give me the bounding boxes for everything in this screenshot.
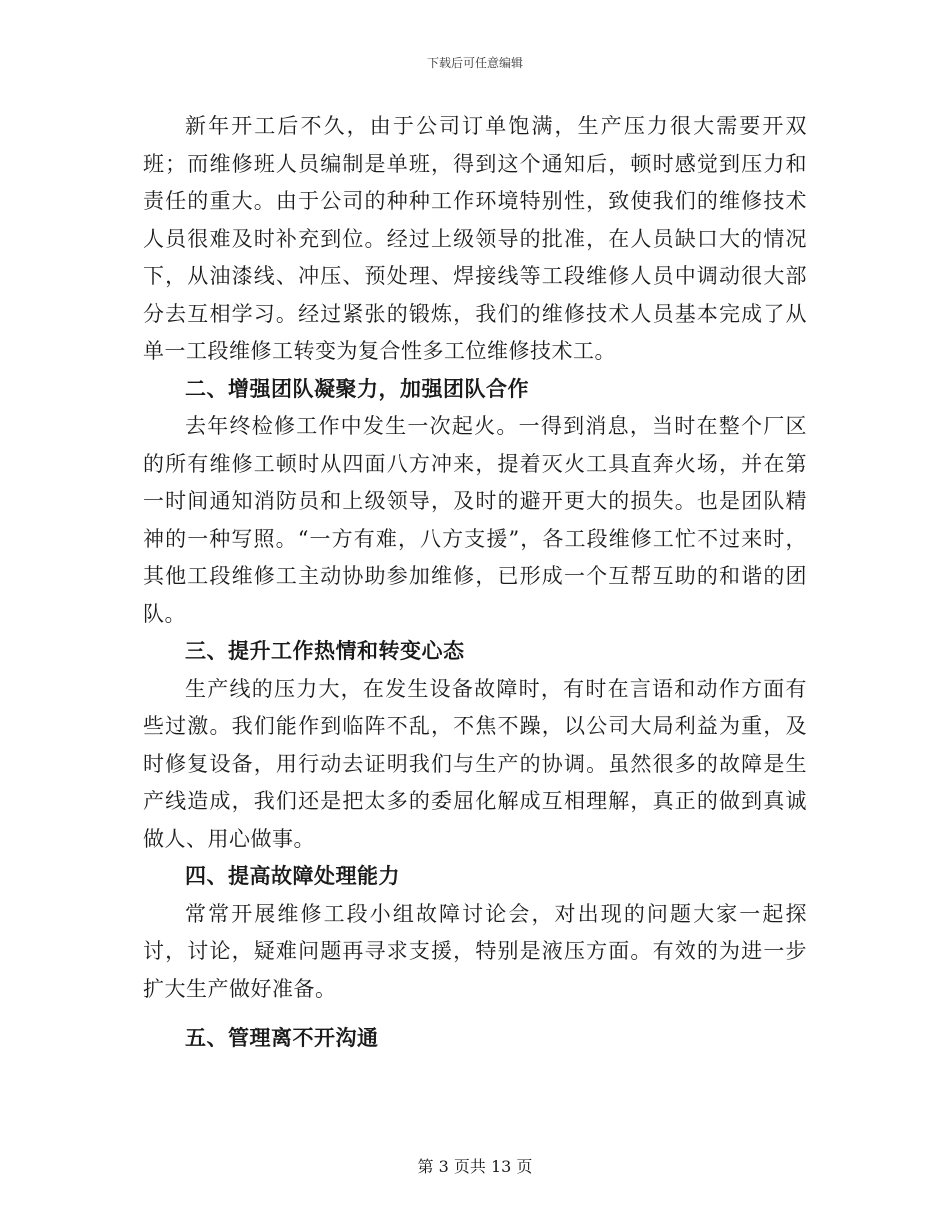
section-heading-fault-handling: 四、提高故障处理能力 <box>185 864 400 888</box>
page-header: 下载后可任意编辑 <box>426 56 523 70</box>
page-footer: 第 3 页共 13 页 <box>417 1157 533 1176</box>
paragraph-staffing: 新年开工后不久，由于公司订单饱满，生产压力很大需要开双班；而维修班人员编制是单班，得到这个通知后，顿时感觉到压力和责任的重大。由于公司的种种工作环境特别性，致使我们的维修技术人员很难及时补充到位。经过上级领导的批准，在人员缺口大的情况下，从油漆线、冲压、预处理、焊接线等工段维修人员中调动很大部分去互相学习。经过紧张的锻炼，我们的维修技术人员基本完成了从单一工段维修工转变为复合性多工位维修技术工。 <box>143 114 807 363</box>
paragraph-teamwork: 去年终检修工作中发生一次起火。一得到消息，当时在整个厂区的所有维修工顿时从四面八方冲来，提着灭火工具直奔火场，并在第一时间通知消防员和上级领导，及时的避开更大的损失。也是团队精神的一种写照。“一方有难，八方支援”，各工段维修工忙不过来时，其他工段维修工主动协助参加维修，已形成一个互帮互助的和谐的团队。 <box>143 414 807 626</box>
section-heading-teamwork: 二、增强团队凝聚力，加强团队合作 <box>185 376 529 401</box>
document-body <box>143 108 807 1058</box>
paragraph-attitude: 生产线的压力大，在发生设备故障时，有时在言语和动作方面有些过激。我们能作到临阵不乱，不焦不躁，以公司大局利益为重，及时修复设备，用行动去证明我们与生产的协调。虽然很多的故障是生产线造成，我们还是把太多的委屈化解成互相理解，真正的做到真诚做人、用心做事。 <box>143 676 807 851</box>
paragraph-fault-handling: 常常开展维修工段小组故障讨论会，对出现的问题大家一起探讨，讨论，疑难问题再寻求支援，特别是液压方面。有效的为进一步扩大生产做好准备。 <box>143 901 807 1001</box>
section-heading-communication: 五、管理离不开沟通 <box>185 1026 379 1050</box>
section-heading-attitude: 三、提升工作热情和转变心态 <box>185 639 465 663</box>
